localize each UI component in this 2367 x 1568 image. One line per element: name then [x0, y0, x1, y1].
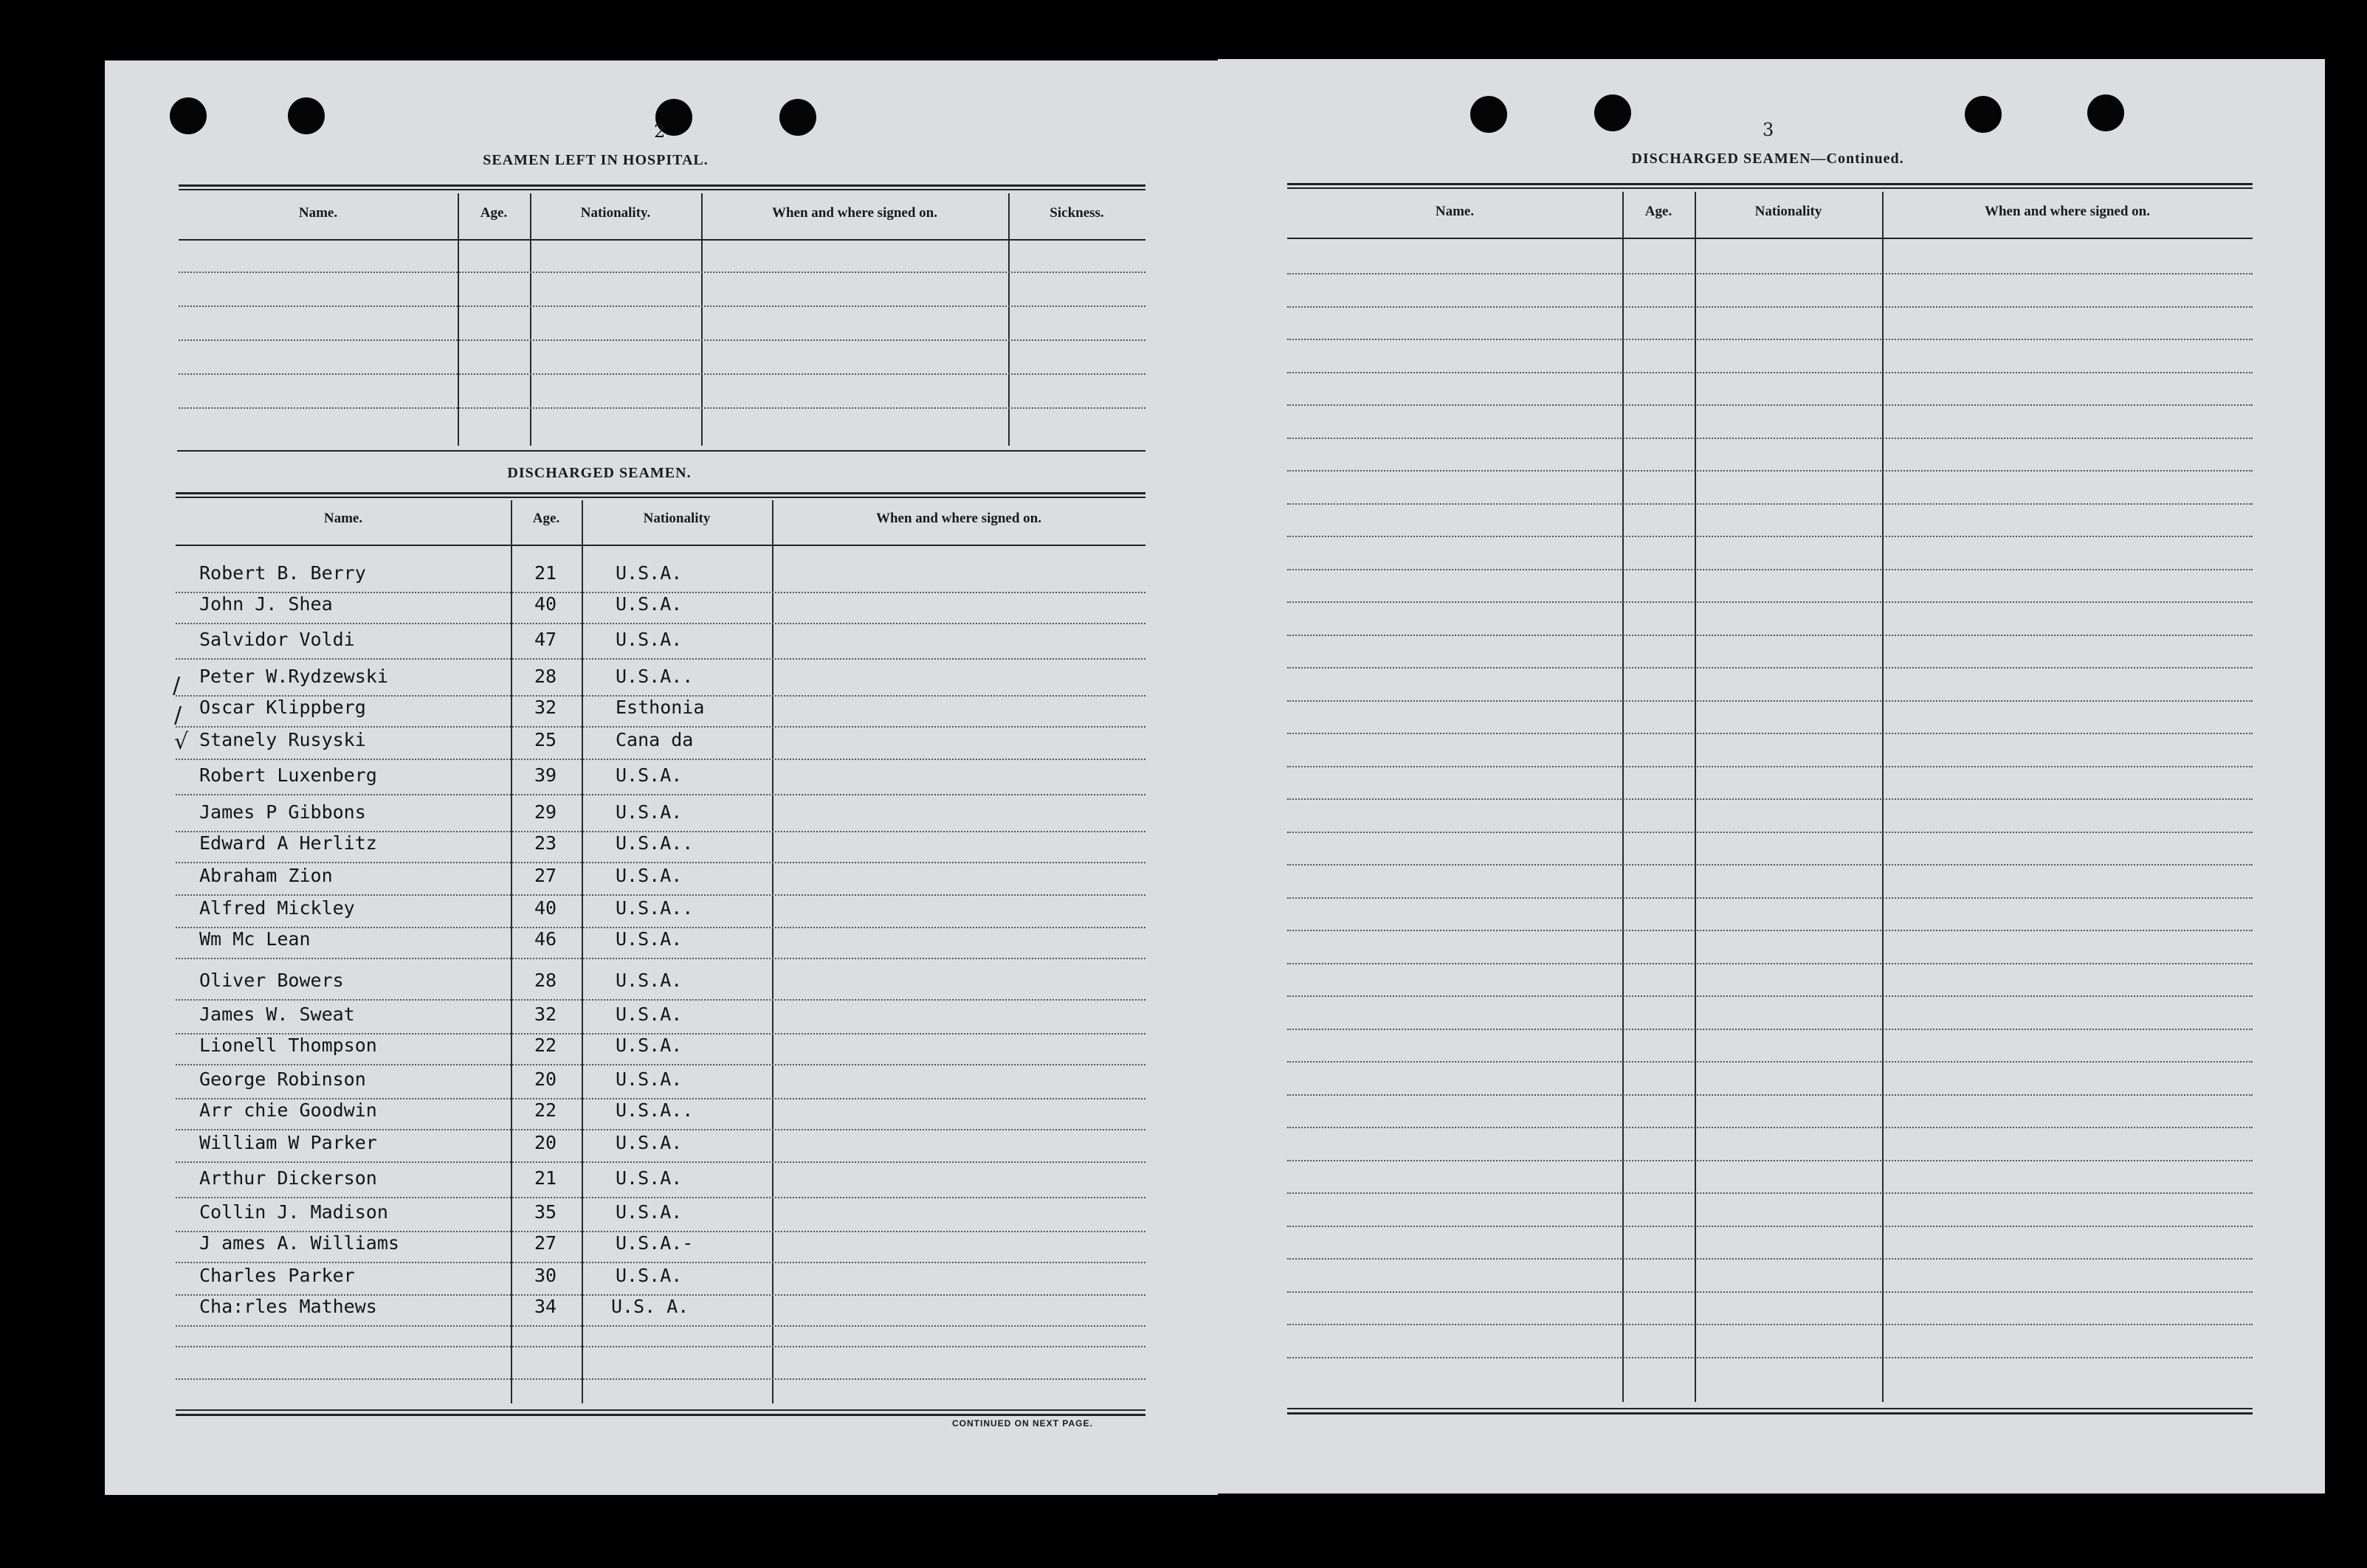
- ruled-line: [1287, 700, 2253, 702]
- ruled-line: [1287, 1226, 2253, 1227]
- ruled-line: [176, 1325, 1145, 1327]
- seaman-nationality: U.S.A.: [616, 928, 683, 950]
- seaman-age: 40: [534, 593, 557, 615]
- ruled-line: [176, 1064, 1145, 1066]
- ruled-line: [1287, 1258, 2253, 1260]
- seaman-name: Collin J. Madison: [199, 1201, 388, 1223]
- seaman-nationality: U.S.A.: [616, 801, 683, 823]
- ruled-line: [1287, 635, 2253, 636]
- column-divider: [1622, 192, 1624, 1402]
- seaman-name: Charles Parker: [199, 1265, 355, 1286]
- continued-footer: CONTINUED ON NEXT PAGE.: [952, 1418, 1093, 1429]
- header-underline: [1287, 238, 2253, 239]
- ruled-line: [176, 1197, 1145, 1198]
- seaman-nationality: U.S.A.: [616, 1132, 683, 1153]
- ruled-line: [176, 1346, 1145, 1347]
- continued-header: Nationality: [1754, 204, 1822, 219]
- punch-hole: [1965, 96, 2002, 133]
- seaman-name: Peter W.Rydzewski: [199, 666, 388, 687]
- ruled-line: [1287, 601, 2253, 603]
- ruled-line: [1287, 897, 2253, 899]
- seaman-age: 34: [534, 1296, 557, 1317]
- seaman-name: Robert Luxenberg: [199, 764, 377, 786]
- seaman-age: 47: [534, 629, 557, 650]
- ruled-line: [176, 1262, 1145, 1263]
- seaman-age: 22: [534, 1035, 557, 1056]
- header-underline: [179, 239, 1145, 241]
- seaman-age: 29: [534, 801, 557, 823]
- seaman-nationality: U.S.A..: [616, 897, 694, 919]
- seaman-name: J ames A. Williams: [199, 1232, 399, 1254]
- seaman-nationality: U.S.A.: [616, 764, 683, 786]
- ruled-line: [179, 373, 1145, 375]
- seaman-age: 35: [534, 1201, 557, 1223]
- ruled-line: [176, 894, 1145, 896]
- right-page: [1218, 59, 2325, 1493]
- ruled-line: [179, 272, 1145, 273]
- ruled-line: [176, 658, 1145, 660]
- ruled-line: [1287, 1357, 2253, 1358]
- seaman-age: 21: [534, 562, 557, 584]
- hospital-header: Age.: [480, 205, 508, 221]
- seaman-age: 32: [534, 697, 557, 718]
- ruled-line: [1287, 273, 2253, 274]
- seaman-name: Salvidor Voldi: [199, 629, 355, 650]
- column-divider: [1695, 192, 1696, 1402]
- seaman-nationality: U.S.A.: [616, 562, 683, 584]
- seaman-nationality: U.S.A..: [616, 832, 694, 854]
- seaman-name: Robert B. Berry: [199, 562, 366, 584]
- seaman-nationality: U.S.A.: [616, 629, 683, 650]
- seaman-name: Wm Mc Lean: [199, 928, 311, 950]
- seaman-age: 46: [534, 928, 557, 950]
- seaman-age: 20: [534, 1068, 557, 1090]
- seaman-nationality: U.S.A.-: [616, 1232, 694, 1254]
- ruled-line: [176, 1129, 1145, 1130]
- seaman-nationality: U.S. A.: [611, 1296, 689, 1317]
- ruled-line: [1287, 404, 2253, 406]
- ruled-line: [1287, 372, 2253, 373]
- seaman-name: Arr chie Goodwin: [199, 1099, 377, 1121]
- seaman-age: 32: [534, 1004, 557, 1025]
- punch-hole: [2087, 94, 2124, 131]
- hospital-header: Name.: [298, 205, 338, 221]
- discharged-section-title: DISCHARGED SEAMEN.: [507, 465, 692, 481]
- ruled-line: [1287, 864, 2253, 866]
- ruled-line: [179, 339, 1145, 341]
- column-divider: [582, 500, 583, 1403]
- page-number: 2: [654, 121, 666, 142]
- ruled-line: [1287, 1094, 2253, 1096]
- seaman-name: William W Parker: [199, 1132, 377, 1153]
- continued-header: When and where signed on.: [1984, 204, 2150, 219]
- ruled-line: [176, 1378, 1145, 1380]
- continued-header: Name.: [1435, 204, 1475, 219]
- ruled-line: [1287, 569, 2253, 570]
- seaman-age: 39: [534, 764, 557, 786]
- seaman-name: Alfred Mickley: [199, 897, 355, 919]
- seaman-name: John J. Shea: [199, 593, 333, 615]
- seaman-age: 28: [534, 970, 557, 991]
- seaman-nationality: U.S.A.: [616, 1265, 683, 1286]
- seaman-nationality: U.S.A.: [616, 970, 683, 991]
- punch-hole: [779, 99, 816, 136]
- seaman-age: 28: [534, 666, 557, 687]
- seaman-nationality: Cana da: [616, 729, 694, 750]
- seaman-name: George Robinson: [199, 1068, 366, 1090]
- check-mark: /: [173, 673, 181, 699]
- left-page: [105, 61, 1218, 1495]
- ruled-line: [176, 794, 1145, 795]
- seaman-name: Lionell Thompson: [199, 1035, 377, 1056]
- page-number: 3: [1763, 120, 1774, 140]
- ruled-line: [1287, 1127, 2253, 1128]
- seaman-name: James P Gibbons: [199, 801, 366, 823]
- ruled-line: [176, 958, 1145, 959]
- seaman-age: 40: [534, 897, 557, 919]
- ruled-line: [1287, 1160, 2253, 1161]
- ruled-line: [1287, 339, 2253, 340]
- hospital-header: Sickness.: [1050, 205, 1104, 221]
- seaman-nationality: U.S.A.: [616, 593, 683, 615]
- seaman-name: James W. Sweat: [199, 1004, 355, 1025]
- discharged-header: Name.: [323, 511, 363, 526]
- seaman-age: 30: [534, 1265, 557, 1286]
- seaman-age: 22: [534, 1099, 557, 1121]
- column-divider: [772, 500, 774, 1403]
- seaman-age: 27: [534, 1232, 557, 1254]
- column-divider: [511, 500, 512, 1403]
- ruled-line: [1287, 306, 2253, 308]
- ruled-line: [1287, 503, 2253, 505]
- ruled-line: [176, 759, 1145, 760]
- seaman-nationality: U.S.A.: [616, 1035, 683, 1056]
- hospital-section-title: SEAMEN LEFT IN HOSPITAL.: [483, 152, 709, 168]
- ruled-line: [1287, 1029, 2253, 1030]
- ruled-line: [1287, 798, 2253, 800]
- ruled-line: [176, 623, 1145, 624]
- seaman-nationality: Esthonia: [616, 697, 705, 718]
- ruled-line: [1287, 930, 2253, 931]
- seaman-nationality: U.S.A.: [616, 1201, 683, 1223]
- ruled-line: [176, 862, 1145, 863]
- ruled-line: [1287, 1291, 2253, 1293]
- ruled-line: [1287, 733, 2253, 734]
- continued-header: Age.: [1644, 204, 1672, 219]
- punch-hole: [288, 97, 325, 134]
- ruled-line: [1287, 766, 2253, 767]
- seaman-age: 21: [534, 1167, 557, 1189]
- discharged-continued-title: DISCHARGED SEAMEN—Continued.: [1631, 151, 1904, 167]
- check-mark: √: [174, 729, 189, 755]
- ruled-line: [1287, 536, 2253, 537]
- ruled-line: [1287, 832, 2253, 833]
- column-divider: [1882, 192, 1884, 1402]
- hospital-header: When and where signed on.: [771, 205, 937, 221]
- ruled-line: [176, 726, 1145, 728]
- seaman-name: Arthur Dickerson: [199, 1167, 377, 1189]
- seaman-name: Abraham Zion: [199, 865, 333, 886]
- ruled-line: [1287, 963, 2253, 964]
- ruled-line: [176, 999, 1145, 1001]
- punch-hole: [1594, 94, 1631, 131]
- check-mark: /: [174, 702, 182, 728]
- ruled-line: [1287, 667, 2253, 669]
- ruled-line: [179, 305, 1145, 307]
- seaman-age: 25: [534, 729, 557, 750]
- seaman-name: Edward A Herlitz: [199, 832, 377, 854]
- seaman-name: Stanely Rusyski: [199, 729, 366, 750]
- seaman-age: 20: [534, 1132, 557, 1153]
- seaman-nationality: U.S.A.: [616, 1167, 683, 1189]
- seaman-name: Cha:rles Mathews: [199, 1296, 377, 1317]
- seaman-age: 23: [534, 832, 557, 854]
- ruled-line: [176, 1161, 1145, 1163]
- discharged-header: Nationality: [643, 511, 711, 526]
- punch-hole: [1470, 96, 1507, 133]
- seaman-age: 27: [534, 865, 557, 886]
- seaman-nationality: U.S.A.: [616, 865, 683, 886]
- hospital-header: Nationality.: [580, 205, 651, 221]
- ruled-line: [1287, 1324, 2253, 1325]
- seaman-nationality: U.S.A.: [616, 1068, 683, 1090]
- seaman-nationality: U.S.A..: [616, 666, 694, 687]
- ruled-line: [1287, 1192, 2253, 1194]
- ruled-line: [1287, 995, 2253, 997]
- header-underline: [176, 545, 1145, 546]
- discharged-header: When and where signed on.: [875, 511, 1041, 526]
- seaman-nationality: U.S.A.: [616, 1004, 683, 1025]
- punch-hole: [170, 97, 207, 134]
- seaman-nationality: U.S.A..: [616, 1099, 694, 1121]
- ruled-line: [1287, 438, 2253, 439]
- ruled-line: [1287, 1061, 2253, 1063]
- ruled-line: [179, 407, 1145, 409]
- seaman-name: Oliver Bowers: [199, 970, 344, 991]
- ruled-line: [1287, 470, 2253, 472]
- discharged-header: Age.: [532, 511, 560, 526]
- seaman-name: Oscar Klippberg: [199, 697, 366, 718]
